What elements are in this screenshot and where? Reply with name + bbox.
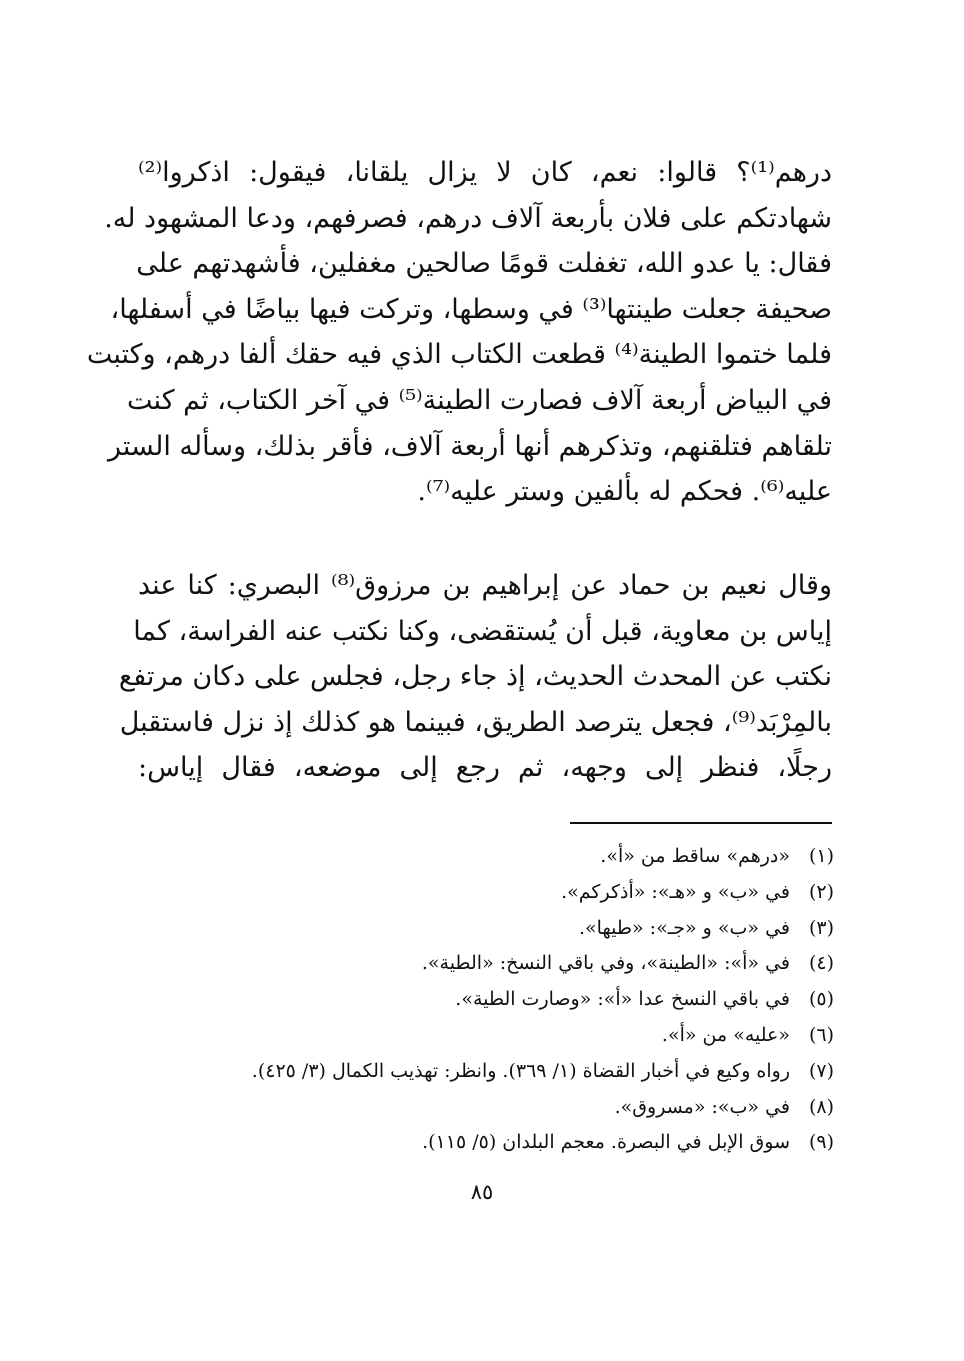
- paragraph-1-line: فلما ختموا الطينة⁽⁴⁾ قطعت الكتاب الذي فيه حقك ألفا درهم، وكتبت: [86, 339, 832, 371]
- footnote-item: [134, 1054, 834, 1090]
- footnote-item: [134, 982, 834, 1018]
- footnote-text: في «أ»: «الطينة»، وفي باقي النسخ: «الطية».: [421, 952, 790, 975]
- paragraph-2-line: بالمِرْبَد⁽⁹⁾، فجعل يترصد الطريق، فبينما هو كذلك إذ نزل فاستقبل: [119, 706, 832, 738]
- footnote-number: (٥): [808, 988, 834, 1011]
- paragraph-1-line: عليه⁽⁶⁾. فحكم له بألفين وستر عليه⁽⁷⁾.: [417, 476, 832, 508]
- footnote-item: [134, 1125, 834, 1161]
- paragraph-1-line: صحيفة جعلت طينتها⁽³⁾ في وسطها، وتركت فيها بياضًا في أسفلها،: [110, 293, 832, 325]
- footnote-number: (٦): [808, 1023, 834, 1046]
- paragraph-2-line: رجلًا، فنظر إلى وجهه، ثم رجع إلى موضعه، فقال إياس:: [138, 752, 832, 784]
- paragraph-1-line: شهادتكم على فلان بأربعة آلاف درهم، فصرفهم، ودعا المشهود له.: [104, 202, 832, 234]
- footnote-number: (١): [808, 845, 834, 867]
- paragraph-1-line: تلقاهم فتلقنهم، وتذكرهم أنها أربعة آلاف، فأقر بذلك، وسأله الستر: [107, 430, 832, 462]
- paragraph-2-line: وقال نعيم بن حماد عن إبراهيم بن مرزوق⁽⁸⁾ البصري: كنا عند: [138, 570, 832, 601]
- footnote-number: (٨): [808, 1095, 834, 1118]
- footnote-number: (٣): [808, 916, 834, 939]
- paragraph-2-line: إياس بن معاوية، قبل أن يُستقضى، وكنا نكتب عنه الفراسة، كما: [133, 615, 832, 647]
- footnote-item: [134, 875, 834, 911]
- footnote-item: [134, 839, 834, 875]
- paragraph-1-line: درهم⁽¹⁾؟ قالوا: نعم، كان لا يزال يلقانا، فيقول: اذكروا⁽²⁾: [138, 157, 832, 188]
- footnote-number: (٤): [808, 952, 834, 975]
- footnote-number: (٧): [808, 1059, 834, 1082]
- paragraph-1-line: فقال: يا عدو الله، تغفلت قومًا صالحين مغفلين، فأشهدتهم على: [136, 248, 832, 280]
- footnote-text: في باقي النسخ عدا «أ»: «وصارت الطية».: [455, 988, 790, 1011]
- paragraph-2-line: نكتب عن المحدث الحديث، إذ جاء رجل، فجلس على دكان مرتفع: [118, 661, 832, 693]
- footnote-item: [134, 911, 834, 947]
- footnote-item: [134, 1090, 834, 1126]
- footnotes-list: [134, 839, 834, 1161]
- footnote-text: في «ب» و «جـ»: «طيها».: [578, 916, 790, 939]
- page-number: ٨٥: [470, 1180, 494, 1204]
- footnote-text: «عليه» من «أ».: [661, 1023, 790, 1046]
- footnote-text: «درهم» ساقط من «أ».: [600, 845, 790, 867]
- footnote-item: [134, 946, 834, 982]
- footnote-text: رواه وكيع في أخبار القضاة (١/ ٣٦٩). وانظر: تهذيب الكمال (٣/ ٤٢٥).: [251, 1059, 790, 1082]
- footnote-number: (٢): [808, 880, 834, 903]
- footnote-number: (٩): [808, 1131, 834, 1154]
- paragraph-1: [86, 150, 832, 515]
- paragraph-2: [118, 563, 832, 791]
- footnote-divider: [570, 822, 832, 824]
- footnote-text: في «ب» و «هـ»: «أذكركم».: [561, 880, 790, 903]
- footnote-text: سوق الإبل في البصرة. معجم البلدان (٥/ ١١٥).: [422, 1131, 790, 1154]
- footnote-item: [134, 1018, 834, 1054]
- paragraph-1-line: في البياض أربعة آلاف فصارت الطينة⁽⁵⁾ في آخر الكتاب، ثم كنت: [127, 384, 832, 416]
- footnote-text: في «ب»: «مسروق».: [614, 1095, 790, 1118]
